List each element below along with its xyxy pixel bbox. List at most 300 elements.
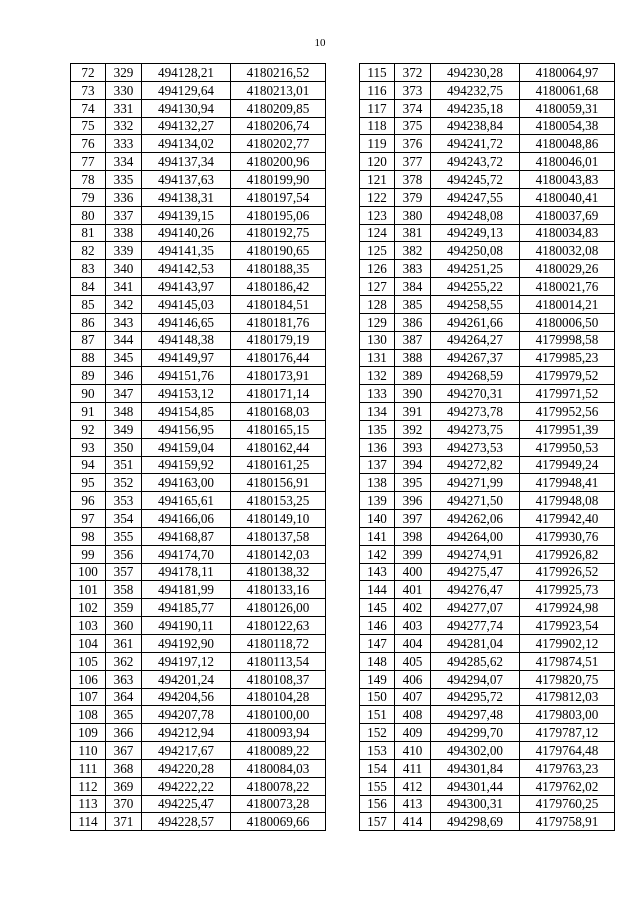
row-number-cell: 95 [71, 474, 106, 492]
y-coordinate-cell: 4180192,75 [231, 224, 326, 242]
row-number-cell: 120 [360, 153, 395, 171]
table-row [71, 652, 326, 670]
table-row [71, 385, 326, 403]
row-number-cell: 91 [71, 403, 106, 421]
y-coordinate-cell: 4180133,16 [231, 581, 326, 599]
point-number-cell: 398 [395, 527, 431, 545]
row-number-cell: 110 [71, 742, 106, 760]
x-coordinate-cell: 494294,07 [431, 670, 520, 688]
y-coordinate-cell: 4180188,35 [231, 260, 326, 278]
y-coordinate-cell: 4180199,90 [231, 171, 326, 189]
table-row [71, 635, 326, 653]
point-number-cell: 338 [106, 224, 142, 242]
table-row [360, 171, 615, 189]
x-coordinate-cell: 494271,99 [431, 474, 520, 492]
table-row [360, 456, 615, 474]
point-number-cell: 336 [106, 188, 142, 206]
x-coordinate-cell: 494178,11 [142, 563, 231, 581]
table-row [71, 474, 326, 492]
x-coordinate-cell: 494267,37 [431, 349, 520, 367]
row-number-cell: 108 [71, 706, 106, 724]
y-coordinate-cell: 4179764,48 [520, 742, 615, 760]
y-coordinate-cell: 4180176,44 [231, 349, 326, 367]
point-number-cell: 397 [395, 510, 431, 528]
y-coordinate-cell: 4179924,98 [520, 599, 615, 617]
x-coordinate-cell: 494276,47 [431, 581, 520, 599]
point-number-cell: 405 [395, 652, 431, 670]
table-row [360, 331, 615, 349]
table-row [71, 117, 326, 135]
x-coordinate-cell: 494250,08 [431, 242, 520, 260]
y-coordinate-cell: 4180168,03 [231, 403, 326, 421]
x-coordinate-cell: 494255,22 [431, 278, 520, 296]
x-coordinate-cell: 494232,75 [431, 81, 520, 99]
table-row [71, 795, 326, 813]
x-coordinate-cell: 494301,44 [431, 777, 520, 795]
point-number-cell: 349 [106, 420, 142, 438]
point-number-cell: 381 [395, 224, 431, 242]
y-coordinate-cell: 4180084,03 [231, 759, 326, 777]
row-number-cell: 74 [71, 99, 106, 117]
x-coordinate-cell: 494190,11 [142, 617, 231, 635]
y-coordinate-cell: 4179923,54 [520, 617, 615, 635]
y-coordinate-cell: 4180078,22 [231, 777, 326, 795]
point-number-cell: 335 [106, 171, 142, 189]
table-row [71, 599, 326, 617]
x-coordinate-cell: 494197,12 [142, 652, 231, 670]
x-coordinate-cell: 494204,56 [142, 688, 231, 706]
table-row [360, 188, 615, 206]
y-coordinate-cell: 4180156,91 [231, 474, 326, 492]
row-number-cell: 146 [360, 617, 395, 635]
y-coordinate-cell: 4180037,69 [520, 206, 615, 224]
point-number-cell: 411 [395, 759, 431, 777]
y-coordinate-cell: 4179998,58 [520, 331, 615, 349]
row-number-cell: 75 [71, 117, 106, 135]
y-coordinate-cell: 4180137,58 [231, 527, 326, 545]
point-number-cell: 369 [106, 777, 142, 795]
row-number-cell: 85 [71, 295, 106, 313]
table-row [71, 278, 326, 296]
y-coordinate-cell: 4180126,00 [231, 599, 326, 617]
table-row [360, 813, 615, 831]
table-row [71, 456, 326, 474]
y-coordinate-cell: 4180108,37 [231, 670, 326, 688]
table-row [71, 135, 326, 153]
table-row [71, 670, 326, 688]
x-coordinate-cell: 494163,00 [142, 474, 231, 492]
table-row [360, 260, 615, 278]
x-coordinate-cell: 494145,03 [142, 295, 231, 313]
row-number-cell: 105 [71, 652, 106, 670]
row-number-cell: 133 [360, 385, 395, 403]
point-number-cell: 341 [106, 278, 142, 296]
row-number-cell: 104 [71, 635, 106, 653]
x-coordinate-cell: 494165,61 [142, 492, 231, 510]
y-coordinate-cell: 4179763,23 [520, 759, 615, 777]
y-coordinate-cell: 4180048,86 [520, 135, 615, 153]
y-coordinate-cell: 4180200,96 [231, 153, 326, 171]
x-coordinate-cell: 494137,63 [142, 171, 231, 189]
table-row [71, 367, 326, 385]
x-coordinate-cell: 494146,65 [142, 313, 231, 331]
x-coordinate-cell: 494273,75 [431, 420, 520, 438]
x-coordinate-cell: 494153,12 [142, 385, 231, 403]
y-coordinate-cell: 4179949,24 [520, 456, 615, 474]
row-number-cell: 100 [71, 563, 106, 581]
table-row [360, 706, 615, 724]
row-number-cell: 150 [360, 688, 395, 706]
x-coordinate-cell: 494270,31 [431, 385, 520, 403]
table-row [71, 706, 326, 724]
table-row [71, 420, 326, 438]
x-coordinate-cell: 494248,08 [431, 206, 520, 224]
row-number-cell: 102 [71, 599, 106, 617]
y-coordinate-cell: 4180118,72 [231, 635, 326, 653]
y-coordinate-cell: 4180113,54 [231, 652, 326, 670]
table-row [71, 64, 326, 82]
x-coordinate-cell: 494129,64 [142, 81, 231, 99]
point-number-cell: 355 [106, 527, 142, 545]
x-coordinate-cell: 494139,15 [142, 206, 231, 224]
table-row [360, 581, 615, 599]
row-number-cell: 138 [360, 474, 395, 492]
point-number-cell: 353 [106, 492, 142, 510]
table-row [360, 510, 615, 528]
x-coordinate-cell: 494138,31 [142, 188, 231, 206]
row-number-cell: 136 [360, 438, 395, 456]
row-number-cell: 157 [360, 813, 395, 831]
row-number-cell: 72 [71, 64, 106, 82]
point-number-cell: 360 [106, 617, 142, 635]
point-number-cell: 370 [106, 795, 142, 813]
x-coordinate-cell: 494212,94 [142, 724, 231, 742]
table-row [360, 99, 615, 117]
table-row [71, 759, 326, 777]
y-coordinate-cell: 4180171,14 [231, 385, 326, 403]
point-number-cell: 414 [395, 813, 431, 831]
point-number-cell: 395 [395, 474, 431, 492]
y-coordinate-cell: 4180197,54 [231, 188, 326, 206]
x-coordinate-cell: 494228,57 [142, 813, 231, 831]
row-number-cell: 117 [360, 99, 395, 117]
y-coordinate-cell: 4180209,85 [231, 99, 326, 117]
point-number-cell: 334 [106, 153, 142, 171]
y-coordinate-cell: 4179952,56 [520, 403, 615, 421]
x-coordinate-cell: 494230,28 [431, 64, 520, 82]
x-coordinate-cell: 494142,53 [142, 260, 231, 278]
row-number-cell: 113 [71, 795, 106, 813]
x-coordinate-cell: 494217,67 [142, 742, 231, 760]
point-number-cell: 357 [106, 563, 142, 581]
x-coordinate-cell: 494151,76 [142, 367, 231, 385]
x-coordinate-cell: 494141,35 [142, 242, 231, 260]
row-number-cell: 137 [360, 456, 395, 474]
row-number-cell: 125 [360, 242, 395, 260]
x-coordinate-cell: 494132,27 [142, 117, 231, 135]
point-number-cell: 382 [395, 242, 431, 260]
table-row [360, 385, 615, 403]
x-coordinate-cell: 494285,62 [431, 652, 520, 670]
y-coordinate-cell: 4180195,06 [231, 206, 326, 224]
x-coordinate-cell: 494273,78 [431, 403, 520, 421]
table-row [71, 224, 326, 242]
point-number-cell: 404 [395, 635, 431, 653]
y-coordinate-cell: 4179874,51 [520, 652, 615, 670]
x-coordinate-cell: 494220,28 [142, 759, 231, 777]
y-coordinate-cell: 4179762,02 [520, 777, 615, 795]
point-number-cell: 340 [106, 260, 142, 278]
x-coordinate-cell: 494247,55 [431, 188, 520, 206]
point-number-cell: 379 [395, 188, 431, 206]
row-number-cell: 101 [71, 581, 106, 599]
x-coordinate-cell: 494140,26 [142, 224, 231, 242]
point-number-cell: 356 [106, 545, 142, 563]
x-coordinate-cell: 494192,90 [142, 635, 231, 653]
x-coordinate-cell: 494134,02 [142, 135, 231, 153]
row-number-cell: 124 [360, 224, 395, 242]
y-coordinate-cell: 4180061,68 [520, 81, 615, 99]
point-number-cell: 354 [106, 510, 142, 528]
point-number-cell: 388 [395, 349, 431, 367]
row-number-cell: 144 [360, 581, 395, 599]
row-number-cell: 139 [360, 492, 395, 510]
x-coordinate-cell: 494243,72 [431, 153, 520, 171]
x-coordinate-cell: 494148,38 [142, 331, 231, 349]
row-number-cell: 140 [360, 510, 395, 528]
point-number-cell: 402 [395, 599, 431, 617]
table-row [360, 777, 615, 795]
row-number-cell: 131 [360, 349, 395, 367]
table-row [360, 527, 615, 545]
point-number-cell: 350 [106, 438, 142, 456]
x-coordinate-cell: 494159,92 [142, 456, 231, 474]
point-number-cell: 383 [395, 260, 431, 278]
x-coordinate-cell: 494272,82 [431, 456, 520, 474]
point-number-cell: 367 [106, 742, 142, 760]
point-number-cell: 362 [106, 652, 142, 670]
row-number-cell: 89 [71, 367, 106, 385]
y-coordinate-cell: 4180149,10 [231, 510, 326, 528]
y-coordinate-cell: 4180184,51 [231, 295, 326, 313]
table-row [360, 742, 615, 760]
point-number-cell: 400 [395, 563, 431, 581]
table-row [360, 599, 615, 617]
table-row [360, 795, 615, 813]
table-row [360, 688, 615, 706]
point-number-cell: 377 [395, 153, 431, 171]
table-row [360, 224, 615, 242]
y-coordinate-cell: 4180064,97 [520, 64, 615, 82]
point-number-cell: 351 [106, 456, 142, 474]
x-coordinate-cell: 494249,13 [431, 224, 520, 242]
point-number-cell: 364 [106, 688, 142, 706]
point-number-cell: 384 [395, 278, 431, 296]
table-row [360, 724, 615, 742]
y-coordinate-cell: 4180179,19 [231, 331, 326, 349]
y-coordinate-cell: 4180032,08 [520, 242, 615, 260]
y-coordinate-cell: 4180059,31 [520, 99, 615, 117]
y-coordinate-cell: 4180190,65 [231, 242, 326, 260]
row-number-cell: 79 [71, 188, 106, 206]
row-number-cell: 128 [360, 295, 395, 313]
row-number-cell: 151 [360, 706, 395, 724]
row-number-cell: 92 [71, 420, 106, 438]
table-row [360, 403, 615, 421]
point-number-cell: 331 [106, 99, 142, 117]
row-number-cell: 143 [360, 563, 395, 581]
x-coordinate-cell: 494273,53 [431, 438, 520, 456]
row-number-cell: 82 [71, 242, 106, 260]
x-coordinate-cell: 494302,00 [431, 742, 520, 760]
table-row [71, 724, 326, 742]
table-row [360, 420, 615, 438]
y-coordinate-cell: 4180142,03 [231, 545, 326, 563]
point-number-cell: 372 [395, 64, 431, 82]
table-row [71, 99, 326, 117]
row-number-cell: 93 [71, 438, 106, 456]
table-row [360, 635, 615, 653]
point-number-cell: 348 [106, 403, 142, 421]
x-coordinate-cell: 494298,69 [431, 813, 520, 831]
y-coordinate-cell: 4180173,91 [231, 367, 326, 385]
row-number-cell: 78 [71, 171, 106, 189]
x-coordinate-cell: 494261,66 [431, 313, 520, 331]
table-row [71, 742, 326, 760]
point-number-cell: 373 [395, 81, 431, 99]
point-number-cell: 332 [106, 117, 142, 135]
table-row [71, 617, 326, 635]
table-row [360, 474, 615, 492]
y-coordinate-cell: 4179926,52 [520, 563, 615, 581]
row-number-cell: 153 [360, 742, 395, 760]
y-coordinate-cell: 4179930,76 [520, 527, 615, 545]
x-coordinate-cell: 494174,70 [142, 545, 231, 563]
table-row [360, 135, 615, 153]
point-number-cell: 342 [106, 295, 142, 313]
x-coordinate-cell: 494154,85 [142, 403, 231, 421]
row-number-cell: 118 [360, 117, 395, 135]
table-row [71, 206, 326, 224]
y-coordinate-cell: 4179948,08 [520, 492, 615, 510]
y-coordinate-cell: 4179948,41 [520, 474, 615, 492]
y-coordinate-cell: 4180054,38 [520, 117, 615, 135]
row-number-cell: 127 [360, 278, 395, 296]
y-coordinate-cell: 4180206,74 [231, 117, 326, 135]
table-row [360, 438, 615, 456]
table-row [71, 242, 326, 260]
x-coordinate-cell: 494156,95 [142, 420, 231, 438]
point-number-cell: 413 [395, 795, 431, 813]
row-number-cell: 96 [71, 492, 106, 510]
table-row [360, 617, 615, 635]
x-coordinate-cell: 494281,04 [431, 635, 520, 653]
y-coordinate-cell: 4180006,50 [520, 313, 615, 331]
table-row [360, 206, 615, 224]
x-coordinate-cell: 494137,34 [142, 153, 231, 171]
y-coordinate-cell: 4179942,40 [520, 510, 615, 528]
point-number-cell: 408 [395, 706, 431, 724]
x-coordinate-cell: 494222,22 [142, 777, 231, 795]
y-coordinate-cell: 4179760,25 [520, 795, 615, 813]
y-coordinate-cell: 4180213,01 [231, 81, 326, 99]
row-number-cell: 156 [360, 795, 395, 813]
y-coordinate-cell: 4180093,94 [231, 724, 326, 742]
row-number-cell: 109 [71, 724, 106, 742]
table-row [360, 545, 615, 563]
row-number-cell: 80 [71, 206, 106, 224]
table-row [360, 670, 615, 688]
point-number-cell: 386 [395, 313, 431, 331]
row-number-cell: 99 [71, 545, 106, 563]
table-row [360, 652, 615, 670]
y-coordinate-cell: 4180161,25 [231, 456, 326, 474]
table-row [71, 331, 326, 349]
x-coordinate-cell: 494277,74 [431, 617, 520, 635]
point-number-cell: 391 [395, 403, 431, 421]
y-coordinate-cell: 4179758,91 [520, 813, 615, 831]
y-coordinate-cell: 4180138,32 [231, 563, 326, 581]
y-coordinate-cell: 4179985,23 [520, 349, 615, 367]
point-number-cell: 352 [106, 474, 142, 492]
y-coordinate-cell: 4179926,82 [520, 545, 615, 563]
row-number-cell: 122 [360, 188, 395, 206]
page-number: 10 [314, 37, 326, 49]
row-number-cell: 111 [71, 759, 106, 777]
y-coordinate-cell: 4179787,12 [520, 724, 615, 742]
x-coordinate-cell: 494275,47 [431, 563, 520, 581]
table-row [360, 563, 615, 581]
row-number-cell: 116 [360, 81, 395, 99]
y-coordinate-cell: 4180162,44 [231, 438, 326, 456]
x-coordinate-cell: 494201,24 [142, 670, 231, 688]
row-number-cell: 154 [360, 759, 395, 777]
x-coordinate-cell: 494277,07 [431, 599, 520, 617]
y-coordinate-cell: 4180029,26 [520, 260, 615, 278]
table-row [360, 242, 615, 260]
table-row [360, 313, 615, 331]
y-coordinate-cell: 4179925,73 [520, 581, 615, 599]
x-coordinate-cell: 494274,91 [431, 545, 520, 563]
table-row [71, 260, 326, 278]
y-coordinate-cell: 4179803,00 [520, 706, 615, 724]
table-row [71, 545, 326, 563]
table-row [360, 81, 615, 99]
point-number-cell: 339 [106, 242, 142, 260]
table-row [71, 492, 326, 510]
point-number-cell: 330 [106, 81, 142, 99]
y-coordinate-cell: 4179951,39 [520, 420, 615, 438]
point-number-cell: 406 [395, 670, 431, 688]
table-row [71, 188, 326, 206]
x-coordinate-cell: 494297,48 [431, 706, 520, 724]
x-coordinate-cell: 494225,47 [142, 795, 231, 813]
y-coordinate-cell: 4179971,52 [520, 385, 615, 403]
y-coordinate-cell: 4180216,52 [231, 64, 326, 82]
point-number-cell: 403 [395, 617, 431, 635]
point-number-cell: 401 [395, 581, 431, 599]
row-number-cell: 87 [71, 331, 106, 349]
x-coordinate-cell: 494207,78 [142, 706, 231, 724]
point-number-cell: 333 [106, 135, 142, 153]
x-coordinate-cell: 494295,72 [431, 688, 520, 706]
y-coordinate-cell: 4180014,21 [520, 295, 615, 313]
y-coordinate-cell: 4180069,66 [231, 813, 326, 831]
row-number-cell: 119 [360, 135, 395, 153]
table-row [71, 777, 326, 795]
point-number-cell: 346 [106, 367, 142, 385]
table-row [71, 295, 326, 313]
